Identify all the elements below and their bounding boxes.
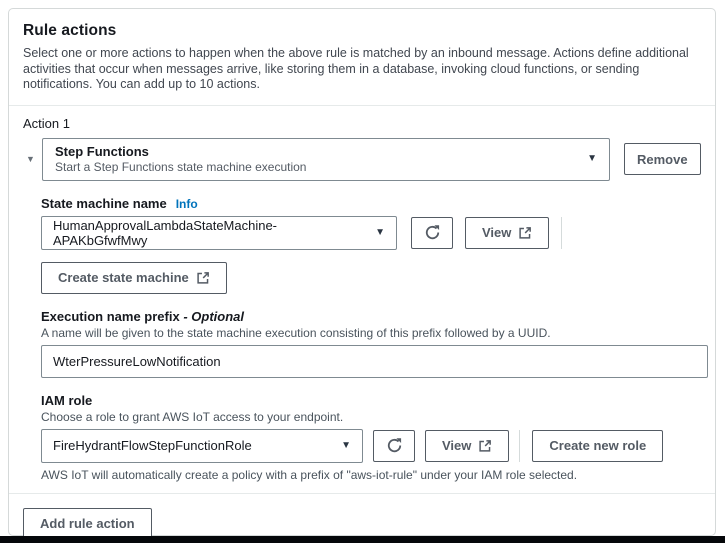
- view-role-label: View: [442, 438, 472, 453]
- create-state-machine-button[interactable]: [41, 262, 227, 294]
- execution-name-prefix-label: Execution name prefix - Optional: [41, 308, 245, 324]
- divider: [561, 217, 562, 249]
- state-machine-selected-value: HumanApprovalLambdaStateMachine-APAKbGfwfMwy: [53, 217, 278, 248]
- external-link-icon: [518, 226, 532, 240]
- action-details: [41, 196, 708, 483]
- refresh-icon: [386, 437, 403, 454]
- collapse-action-icon[interactable]: ▼: [26, 153, 35, 164]
- caret-down-icon: ▼: [587, 152, 597, 164]
- add-rule-action-button[interactable]: Add rule action: [23, 508, 152, 540]
- action-type-description: Start a Step Functions state machine execution: [55, 159, 307, 174]
- state-machine-row: [41, 216, 708, 250]
- create-state-machine-label: Create state machine: [58, 270, 189, 285]
- iam-role-note: AWS IoT will automatically create a policy with a prefix of "aws-iot-rule" under your IAM role selected.: [41, 467, 578, 482]
- action-type-value: Step Functions: [55, 143, 149, 159]
- view-state-machine-label: View: [482, 225, 512, 240]
- state-machine-select[interactable]: [41, 216, 397, 250]
- remove-action-button[interactable]: Remove: [624, 143, 701, 175]
- refresh-roles-button[interactable]: [373, 430, 415, 462]
- divider: [519, 430, 520, 462]
- state-machine-info-link[interactable]: Info: [175, 196, 198, 211]
- action-1-label: Action 1: [23, 115, 70, 131]
- create-new-role-button[interactable]: Create new role: [532, 430, 663, 462]
- caret-down-icon: ▼: [375, 226, 385, 238]
- action-type-row: [26, 138, 708, 181]
- execution-name-prefix-input[interactable]: [41, 345, 708, 378]
- view-state-machine-button[interactable]: [465, 217, 549, 249]
- rule-actions-panel: [8, 8, 716, 536]
- iam-role-row: [41, 429, 708, 463]
- external-link-icon: [196, 271, 210, 285]
- iam-role-helper: Choose a role to grant AWS IoT access to your endpoint.: [41, 409, 344, 424]
- action-type-select[interactable]: [42, 138, 610, 181]
- refresh-icon: [424, 224, 441, 241]
- divider: [9, 493, 715, 494]
- iam-role-select[interactable]: [41, 429, 363, 463]
- execution-name-prefix-helper: A name will be given to the state machine execution consisting of this prefix followed by a UUID.: [41, 325, 551, 340]
- refresh-state-machines-button[interactable]: [411, 217, 453, 249]
- divider: [9, 105, 715, 106]
- state-machine-name-label: State machine name: [41, 195, 167, 211]
- panel-description: Select one or more actions to happen when the above rule is matched by an inbound message. Actions define additional activities that occur when messages arrive, like storing them in a database, invoking cloud functions, or sending notifications. You can add up to 10 actions.: [23, 46, 689, 91]
- window-edge: [0, 536, 725, 543]
- iam-role-label: IAM role: [41, 392, 93, 408]
- optional-label: - Optional: [183, 308, 245, 324]
- page-title: Rule actions: [23, 22, 117, 39]
- caret-down-icon: ▼: [341, 439, 351, 451]
- iam-role-selected-value: FireHydrantFlowStepFunctionRole: [53, 438, 252, 453]
- view-role-button[interactable]: [425, 430, 509, 462]
- external-link-icon: [478, 439, 492, 453]
